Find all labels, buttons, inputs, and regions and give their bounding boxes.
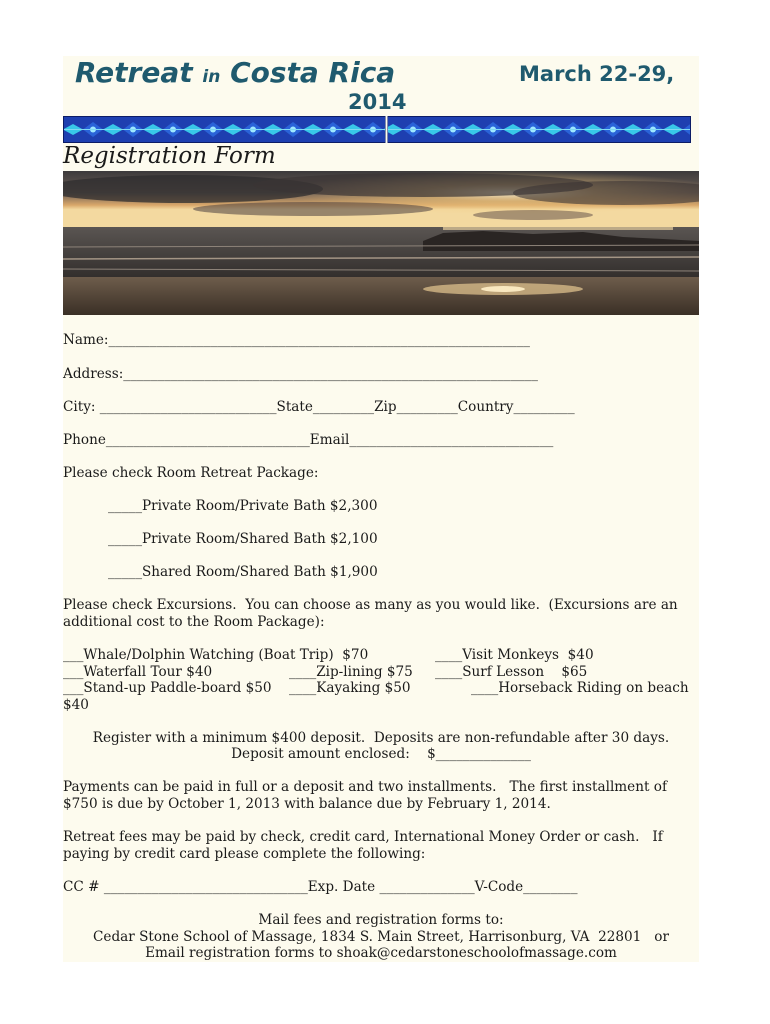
decorative-banner (63, 116, 691, 143)
address-field[interactable]: Address:_____________________________________________________________ (63, 366, 538, 382)
excursion-kayaking[interactable]: ____Kayaking $50 (289, 680, 411, 696)
excursion-horseback-price: $40 (63, 697, 89, 713)
registration-form-title: Registration Form (63, 143, 276, 169)
mail-heading: Mail fees and registration forms to: (258, 912, 504, 928)
excursion-surf-lesson[interactable]: ____Surf Lesson $65 (435, 664, 588, 680)
deposit-amount-field[interactable]: Deposit amount enclosed: $______________ (231, 746, 531, 762)
mail-address: Cedar Stone School of Massage, 1834 S. Main Street, Harrisonburg, VA 22801 or (93, 929, 669, 945)
payments-text-cont: $750 is due by October 1, 2013 with balance due by February 1, 2014. (63, 796, 551, 812)
title-word-in: in (202, 67, 221, 87)
retreat-year: 2014 (348, 90, 407, 114)
excursion-horseback[interactable]: ____Horseback Riding on beach (471, 680, 689, 696)
room-package-prompt: Please check Room Retreat Package: (63, 465, 319, 481)
excursions-prompt-cont: additional cost to the Room Package): (63, 614, 325, 630)
title-word-retreat: Retreat (75, 56, 193, 89)
retreat-dates: March 22-29, (519, 62, 675, 86)
fees-text-cont: paying by credit card please complete the following: (63, 846, 426, 862)
room-option-private-shared[interactable]: _____Private Room/Shared Bath $2,100 (108, 531, 378, 547)
excursions-prompt: Please check Excursions. You can choose as many as you would like. (Excursions are an (63, 597, 678, 613)
name-field[interactable]: Name:______________________________________________________________ (63, 332, 530, 348)
city-state-zip-country-field[interactable]: City: __________________________State_________Zip_________Country_________ (63, 399, 575, 415)
phone-email-field[interactable]: Phone______________________________Email______________________________ (63, 432, 554, 448)
room-option-private-private[interactable]: _____Private Room/Private Bath $2,300 (108, 498, 378, 514)
excursion-visit-monkeys[interactable]: ____Visit Monkeys $40 (435, 647, 594, 663)
deposit-notice: Register with a minimum $400 deposit. Deposits are non-refundable after 30 days. (92, 730, 670, 746)
sunset-beach-photo (63, 171, 699, 315)
excursion-whale-dolphin[interactable]: ___Whale/Dolphin Watching (Boat Trip) $70 (63, 647, 369, 663)
email-instructions: Email registration forms to shoak@cedarstoneschoolofmassage.com (145, 945, 617, 961)
fees-text: Retreat fees may be paid by check, credit card, International Money Order or cash. If (63, 829, 663, 845)
excursion-zip-lining[interactable]: ____Zip-lining $75 (289, 664, 413, 680)
retreat-title (75, 56, 395, 89)
title-place: Costa Rica (230, 56, 396, 89)
excursion-paddle-board[interactable]: ___Stand-up Paddle-board $50 (63, 680, 272, 696)
payments-text: Payments can be paid in full or a deposit and two installments. The first installment of (63, 779, 667, 795)
credit-card-field[interactable]: CC # ______________________________Exp. Date ______________V-Code________ (63, 879, 578, 895)
room-option-shared-shared[interactable]: _____Shared Room/Shared Bath $1,900 (108, 564, 378, 580)
excursion-waterfall[interactable]: ___Waterfall Tour $40 (63, 664, 213, 680)
